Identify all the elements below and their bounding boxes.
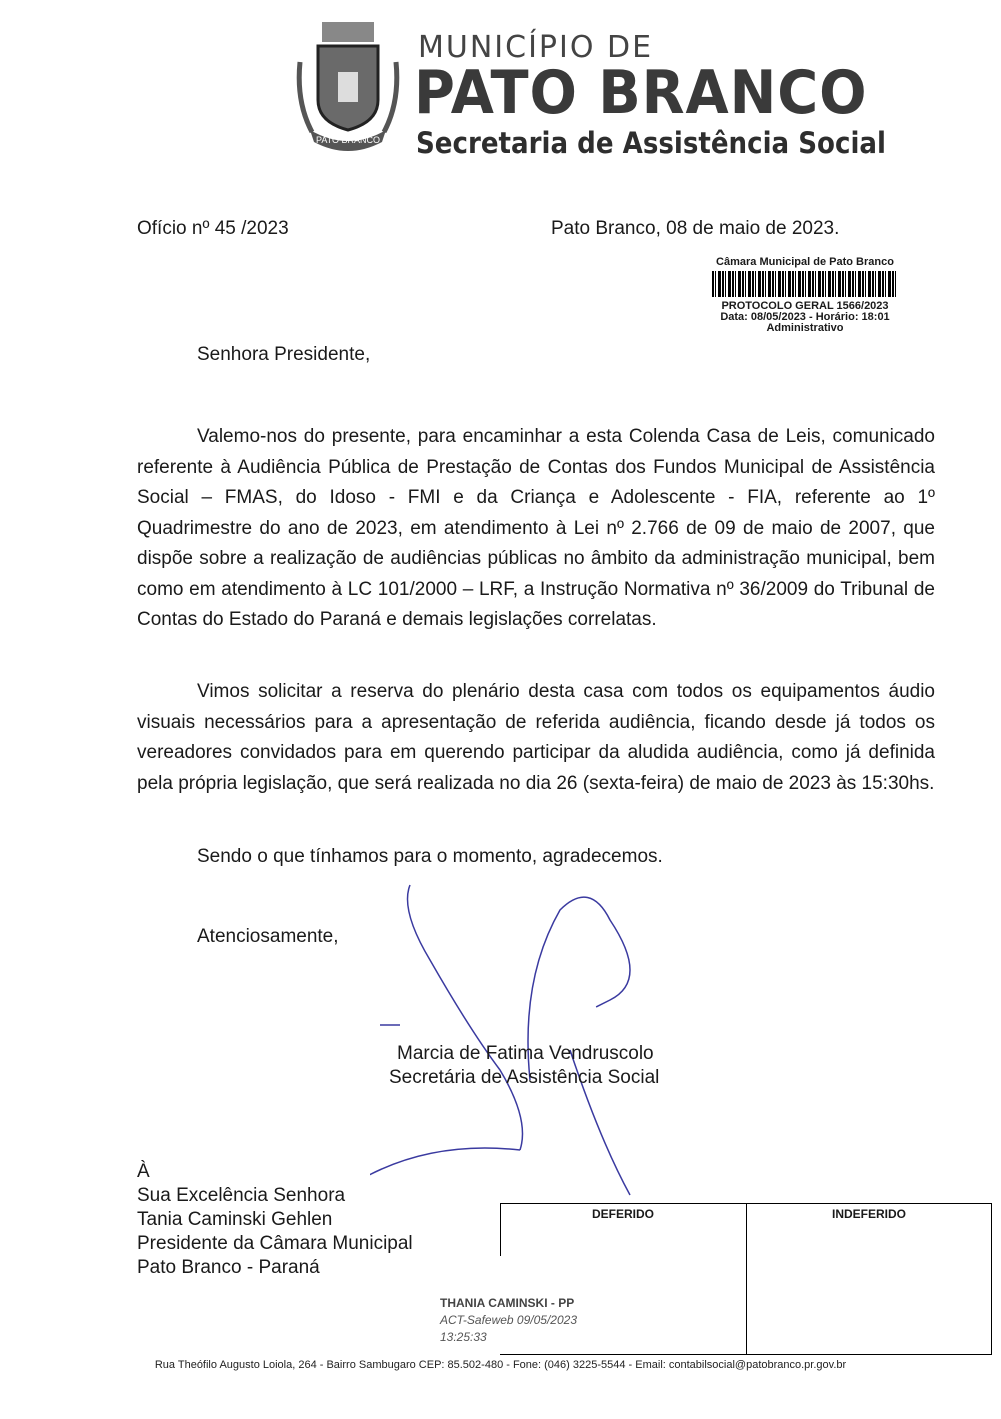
footer-address: Rua Theófilo Augusto Loiola, 264 - Bairro Sambugaro CEP: 85.502-480 - Fone: (046) 3225-5544 - Email: contabilsocial@patobranco.pr.gov.br xyxy=(154,1359,847,1371)
digital-signature-time: 13:25:33 xyxy=(440,1330,487,1344)
signer-name: Marcia de Fatima Vendruscolo xyxy=(397,1043,654,1064)
recipient-block xyxy=(137,1160,413,1280)
recipient-line: Sua Excelência Senhora xyxy=(137,1185,346,1206)
closing: Atenciosamente, xyxy=(197,926,339,947)
header-city: PATO BRANCO xyxy=(414,58,868,128)
document-date: Pato Branco, 08 de maio de 2023. xyxy=(551,218,840,239)
paragraph-3: Sendo o que tínhamos para o momento, agradecemos. xyxy=(197,846,663,867)
deferido-label: DEFERIDO xyxy=(591,1207,654,1221)
barcode xyxy=(712,271,898,297)
indeferido-cell xyxy=(746,1203,992,1355)
svg-text:PATO BRANCO: PATO BRANCO xyxy=(315,135,381,145)
salutation: Senhora Presidente, xyxy=(197,344,371,365)
recipient-line: Tania Caminski Gehlen xyxy=(137,1209,333,1230)
recipient-line: À xyxy=(137,1161,150,1182)
recipient-line: Pato Branco - Paraná xyxy=(137,1257,320,1278)
stamp-protocol: PROTOCOLO GERAL 1566/2023 xyxy=(721,300,889,312)
paragraph-2: Vimos solicitar a reserva do plenário desta casa com todos os equipamentos áudio visuais necessários para a apresentação de referida audiência, ficando desde já todos os vereadores convidados para em querendo participar da aludida audiência, como já definida pela própria legislação, que será realizada no dia 26 (sexta-feira) de maio de 2023 às 15:30hs. xyxy=(137,681,935,794)
header-municipio: MUNICÍPIO DE xyxy=(418,30,654,65)
oficio-number: Ofício nº 45 /2023 xyxy=(137,218,289,239)
protocol-stamp xyxy=(700,257,910,334)
digital-signature xyxy=(440,1295,577,1346)
signer-role: Secretária de Assistência Social xyxy=(389,1067,660,1088)
coat-of-arms-logo xyxy=(292,22,404,152)
stamp-title: Câmara Municipal de Pato Branco xyxy=(716,256,894,268)
handwritten-signature xyxy=(370,880,700,1200)
digital-signature-issuer: ACT-Safeweb 09/05/2023 xyxy=(440,1313,577,1327)
stamp-dept: Administrativo xyxy=(766,322,844,334)
recipient-line: Presidente da Câmara Municipal xyxy=(137,1233,413,1254)
header-department: Secretaria de Assistência Social xyxy=(416,126,886,160)
digital-signature-name: THANIA CAMINSKI - PP xyxy=(440,1296,575,1310)
stamp-datetime: Data: 08/05/2023 - Horário: 18:01 xyxy=(720,311,890,323)
paragraph-1: Valemo-nos do presente, para encaminhar a esta Colenda Casa de Leis, comunicado referente à Audiência Pública de Prestação de Contas dos Fundos Municipal de Assistência Social – FMAS, do Idoso - FMI e da Criança e Adolescente - FIA, referente ao 1º Quadrimestre do ano de 2023, em atendimento à Lei nº 2.766 de 09 de maio de 2007, que dispõe sobre a realização de audiências públicas no âmbito da administração municipal, bem como em atendimento à LC 101/2000 – LRF, a Instrução Normativa nº 36/2009 do Tribunal de Contas do Estado do Paraná e demais legislações correlatas. xyxy=(137,426,935,630)
indeferido-label: INDEFERIDO xyxy=(831,1207,906,1221)
